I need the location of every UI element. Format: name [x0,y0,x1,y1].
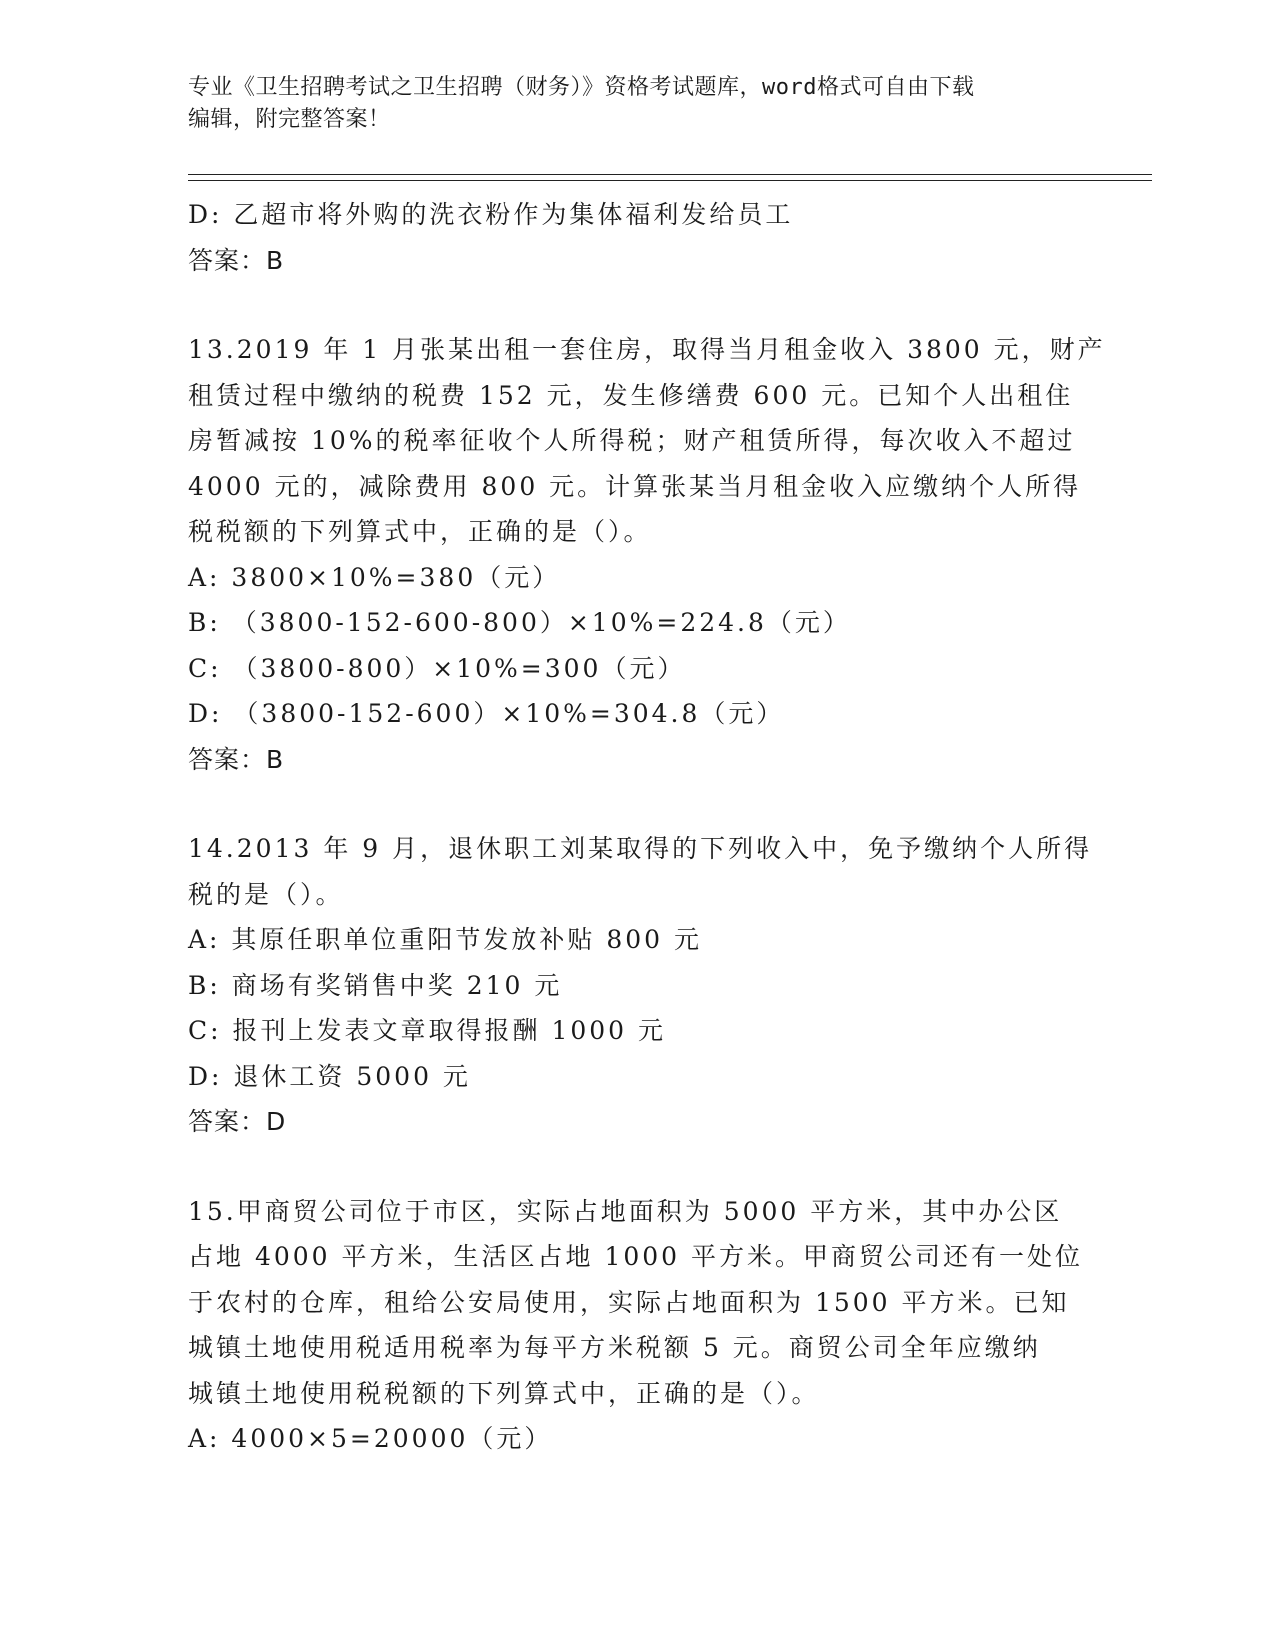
question-13-option-a: A: 3800×10%=380（元） [188,562,561,592]
question-13-option-c: C: （3800-800）×10%=300（元） [188,653,686,683]
question-13-answer: 答案：B [188,744,285,774]
question-14-answer: 答案：D [188,1107,287,1136]
prev-answer: 答案：B [188,245,285,275]
spacer [188,782,1088,826]
question-15 [188,1189,1088,1462]
question-13-line: 13.2019 年 1 月张某出租一套住房，取得当月租金收入 3800 元，财产 [188,335,1106,364]
header-line-2: 编辑，附完整答案！ [188,107,391,132]
header-line-1: 专业《卫生招聘考试之卫生招聘（财务）》资格考试题库，word格式可自由下载 [188,75,975,100]
prev-option-d: D: 乙超市将外购的洗衣粉作为集体福利发给员工 [188,200,794,229]
question-15-line: 占地 4000 平方米，生活区占地 1000 平方米。甲商贸公司还有一处位 [188,1242,1084,1271]
question-13-option-b: B: （3800-152-600-800）×10%=224.8（元） [188,608,851,637]
question-13-line: 4000 元的，减除费用 800 元。计算张某当月租金收入应缴纳个人所得 [188,471,1082,501]
question-15-line: 城镇土地使用税适用税率为每平方米税额 5 元。商贸公司全年应缴纳 [188,1333,1041,1362]
question-content [188,192,1106,1462]
question-13 [188,327,1106,782]
question-15-line: 于农村的仓库，租给公安局使用，实际占地面积为 1500 平方米。已知 [188,1287,1070,1317]
question-13-line: 租赁过程中缴纳的税费 152 元，发生修缮费 600 元。已知个人出租住 [188,380,1074,410]
question-15-line: 城镇土地使用税税额的下列算式中，正确的是（）。 [188,1378,820,1408]
question-14-option-a: A: 其原任职单位重阳节发放补贴 800 元 [188,925,703,954]
question-14-line: 税的是（）。 [188,879,344,909]
spacer [188,283,1088,327]
question-13-option-d: D: （3800-152-600）×10%=304.8（元） [188,699,785,728]
document-header [188,72,1088,136]
question-14 [188,826,1093,1145]
question-14-line: 14.2013 年 9 月，退休职工刘某取得的下列收入中，免予缴纳个人所得 [188,834,1093,863]
header-divider-top [188,174,1152,175]
header-divider-bottom [188,180,1152,181]
question-14-option-c: C: 报刊上发表文章取得报酬 1000 元 [188,1016,667,1045]
spacer [188,1145,1088,1189]
question-14-option-d: D: 退休工资 5000 元 [188,1061,471,1091]
question-13-line: 税税额的下列算式中，正确的是（）。 [188,517,652,546]
question-13-line: 房暂减按 10%的税率征收个人所得税；财产租赁所得，每次收入不超过 [188,426,1076,455]
question-14-option-b: B: 商场有奖销售中奖 210 元 [188,970,563,1000]
question-15-line: 15.甲商贸公司位于市区，实际占地面积为 5000 平方米，其中办公区 [188,1196,1063,1226]
question-15-option-a: A: 4000×5=20000（元） [188,1424,553,1453]
